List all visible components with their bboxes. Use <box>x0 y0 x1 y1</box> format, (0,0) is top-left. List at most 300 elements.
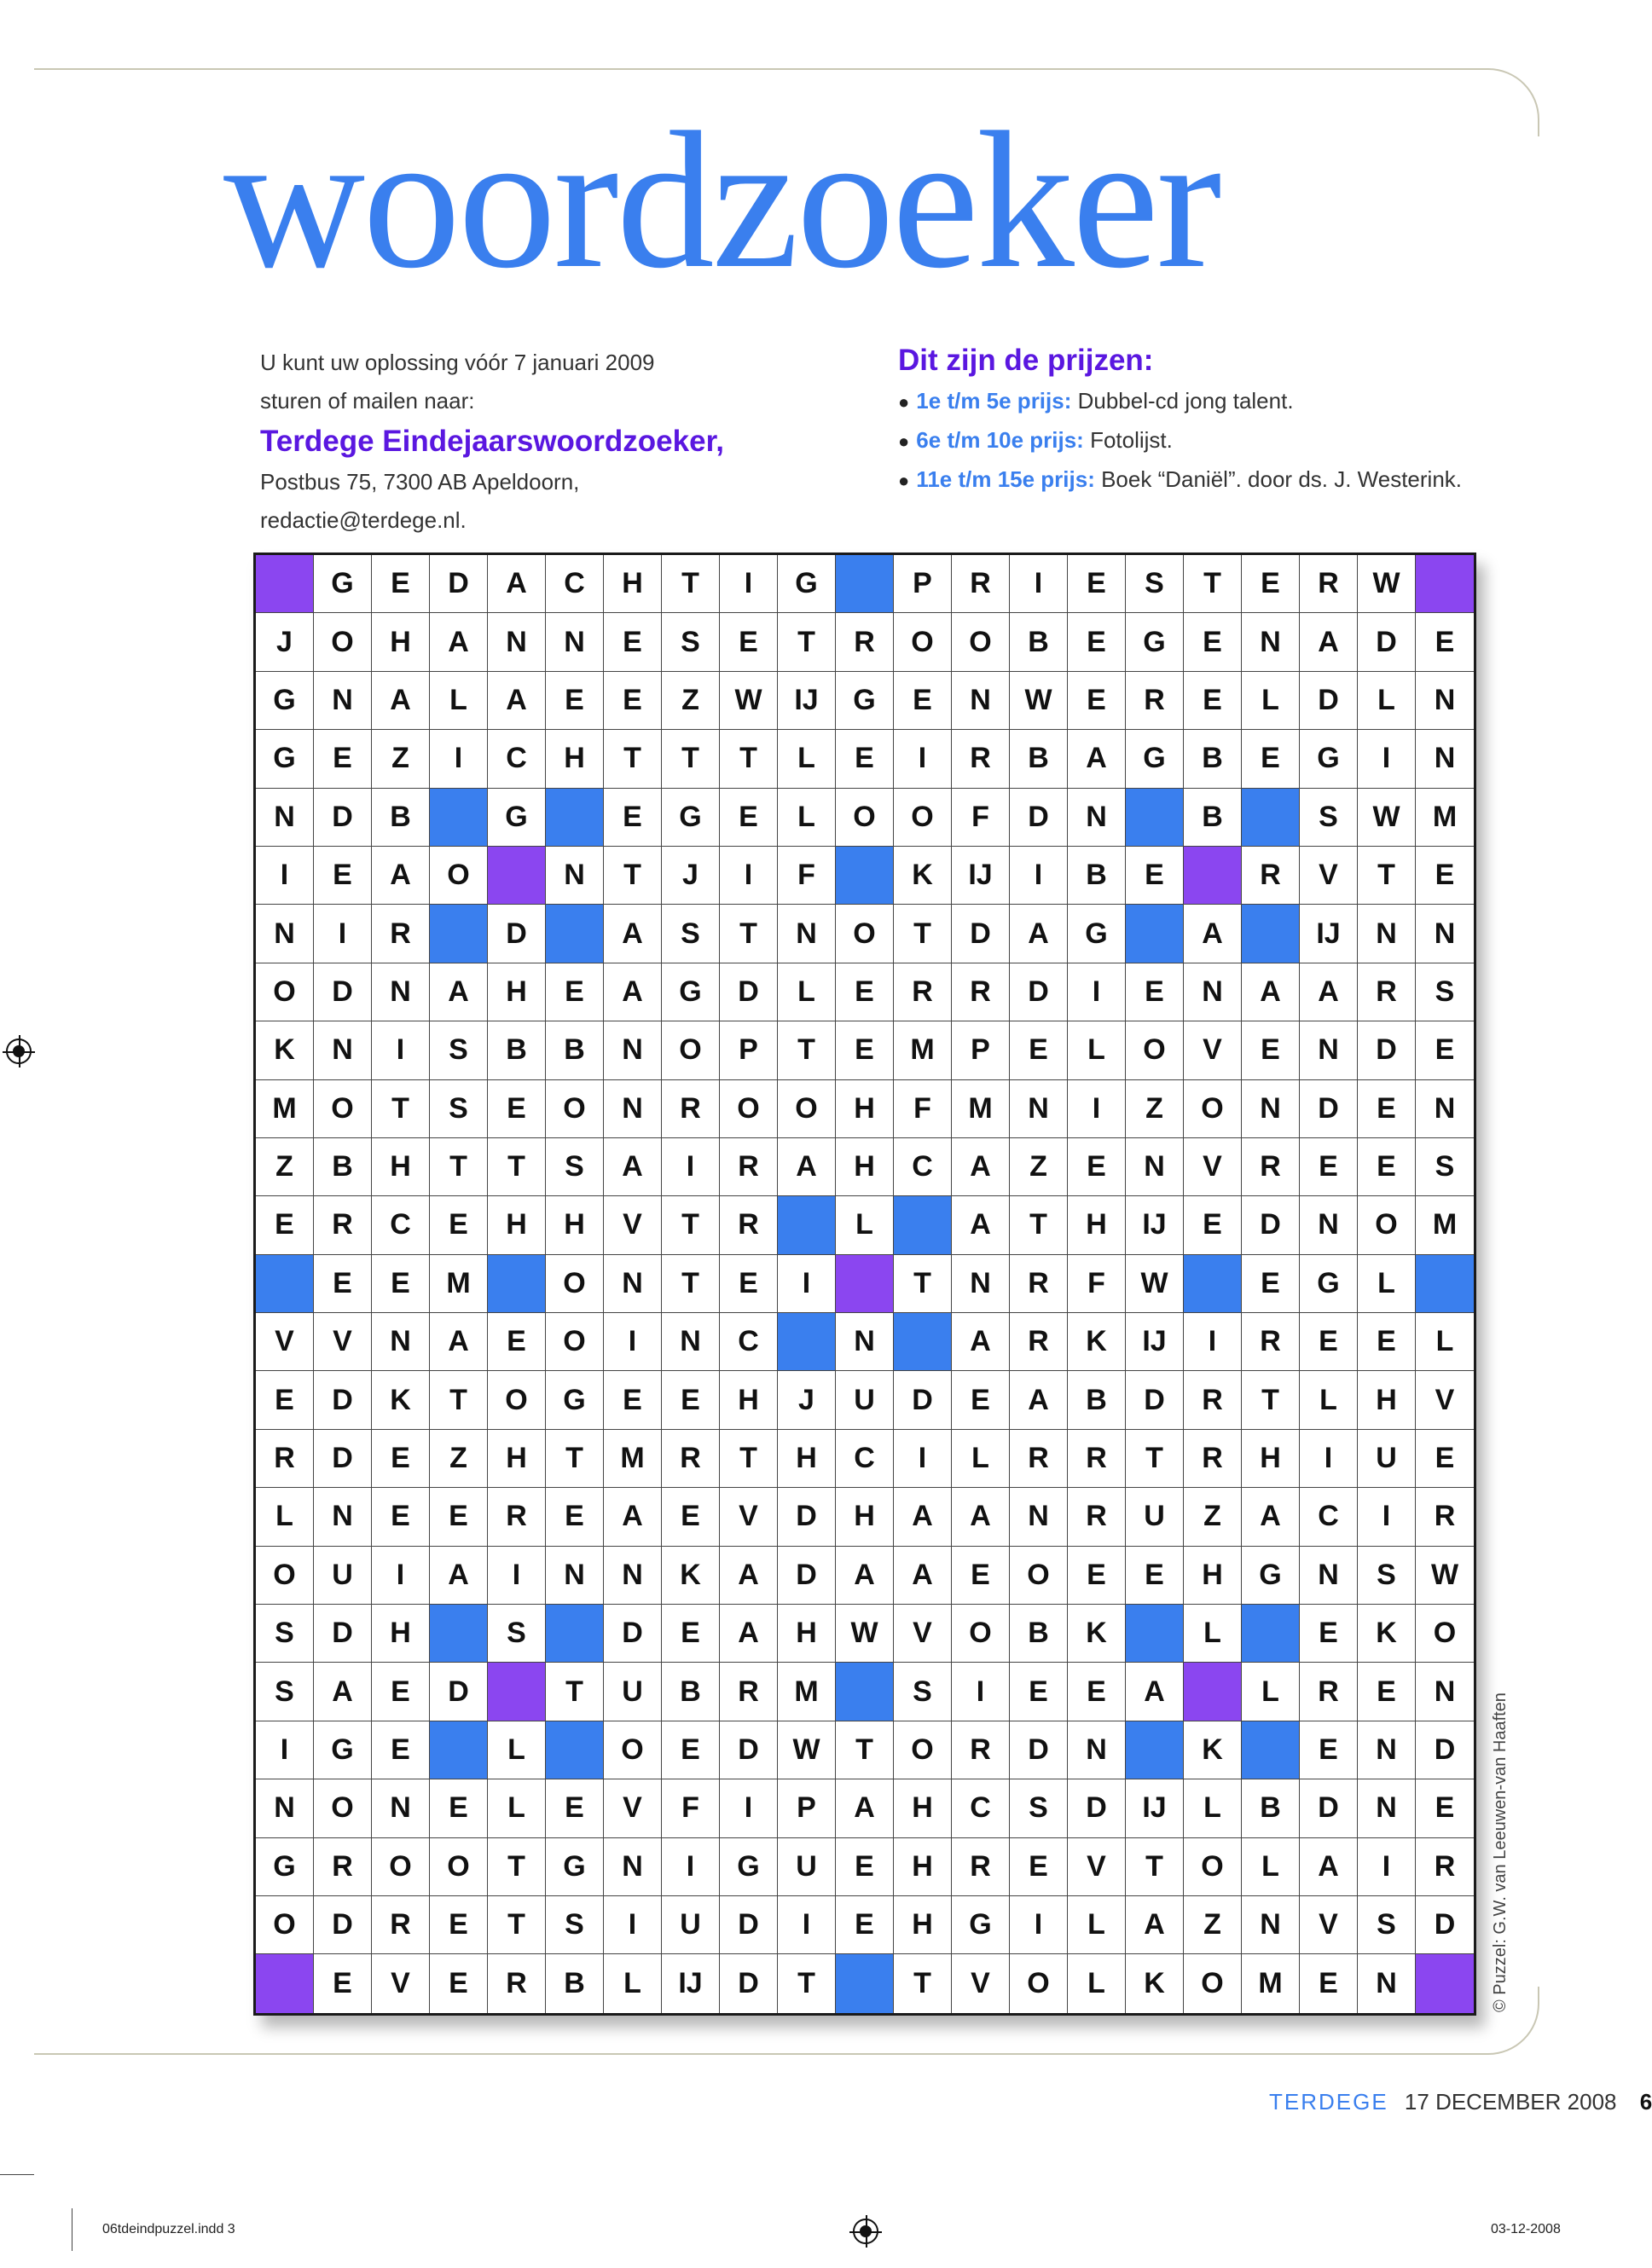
letter-cell: T <box>372 1080 430 1138</box>
letter-cell: I <box>1358 1488 1416 1546</box>
letter-cell: L <box>1184 1605 1242 1663</box>
letter-cell: D <box>720 1896 778 1954</box>
letter-cell: L <box>1242 672 1300 730</box>
letter-cell: H <box>488 963 546 1021</box>
letter-cell: B <box>372 789 430 847</box>
letter-cell: O <box>836 905 894 963</box>
blue-block-cell <box>546 1721 604 1779</box>
prize-item <box>898 421 1555 460</box>
letter-cell: H <box>1242 1430 1300 1488</box>
letter-cell: N <box>256 789 314 847</box>
blue-block-cell <box>894 1313 952 1371</box>
letter-cell: R <box>1010 1430 1068 1488</box>
letter-cell: R <box>1242 847 1300 905</box>
letter-cell: C <box>372 1196 430 1254</box>
letter-cell: E <box>1010 1838 1068 1896</box>
prize-rank: 6e t/m 10e prijs: <box>916 427 1084 453</box>
letter-cell: A <box>1068 730 1126 788</box>
registration-mark-icon <box>6 1039 32 1064</box>
letter-cell: E <box>372 1430 430 1488</box>
letter-cell: R <box>720 1196 778 1254</box>
blue-block-cell <box>1184 1255 1242 1313</box>
letter-cell: V <box>1184 1138 1242 1196</box>
letter-cell: E <box>1068 672 1126 730</box>
letter-cell: T <box>1358 847 1416 905</box>
letter-cell: V <box>256 1313 314 1371</box>
letter-cell: W <box>1126 1255 1184 1313</box>
letter-cell: U <box>836 1371 894 1429</box>
letter-cell: O <box>1184 1838 1242 1896</box>
submission-line-1: U kunt uw oplossing vóór 7 januari 2009 <box>260 350 655 375</box>
letter-cell: E <box>1416 847 1474 905</box>
letter-cell: D <box>314 1605 372 1663</box>
letter-cell: L <box>836 1196 894 1254</box>
letter-cell: A <box>430 613 488 671</box>
letter-cell: H <box>894 1896 952 1954</box>
letter-cell: D <box>314 963 372 1021</box>
letter-cell: F <box>952 789 1010 847</box>
letter-cell: O <box>1184 1954 1242 2012</box>
letter-cell: D <box>1358 1021 1416 1079</box>
letter-cell: E <box>372 555 430 613</box>
letter-cell: E <box>662 1488 720 1546</box>
letter-cell: R <box>1184 1371 1242 1429</box>
blue-block-cell <box>546 905 604 963</box>
letter-cell: V <box>1300 847 1358 905</box>
letter-cell: G <box>256 730 314 788</box>
letter-cell: S <box>256 1605 314 1663</box>
letter-cell: E <box>430 1196 488 1254</box>
letter-cell: R <box>314 1838 372 1896</box>
letter-cell: E <box>372 1721 430 1779</box>
letter-cell: I <box>778 1896 836 1954</box>
letter-cell: A <box>836 1779 894 1837</box>
letter-cell: L <box>1068 1954 1126 2012</box>
letter-cell: E <box>662 1721 720 1779</box>
letter-cell: C <box>488 730 546 788</box>
letter-cell: N <box>546 847 604 905</box>
letter-cell: N <box>604 1021 662 1079</box>
letter-cell: N <box>1010 1080 1068 1138</box>
letter-cell: A <box>836 1547 894 1605</box>
letter-cell: L <box>1358 1255 1416 1313</box>
letter-cell: H <box>894 1779 952 1837</box>
letter-cell: A <box>1300 613 1358 671</box>
letter-cell: M <box>952 1080 1010 1138</box>
letter-cell: O <box>952 1605 1010 1663</box>
letter-cell: A <box>430 963 488 1021</box>
letter-cell: G <box>662 789 720 847</box>
letter-cell: I <box>662 1138 720 1196</box>
letter-cell: B <box>1184 789 1242 847</box>
letter-cell: O <box>894 613 952 671</box>
letter-cell: K <box>662 1547 720 1605</box>
letter-cell: H <box>894 1838 952 1896</box>
letter-cell: I <box>720 1779 778 1837</box>
letter-cell: G <box>1242 1547 1300 1605</box>
letter-cell: N <box>604 1255 662 1313</box>
letter-cell: A <box>1010 1371 1068 1429</box>
letter-cell: E <box>1416 1779 1474 1837</box>
letter-cell: D <box>894 1371 952 1429</box>
letter-cell: L <box>488 1779 546 1837</box>
footer-brand: TERDEGE <box>1269 2089 1388 2115</box>
letter-cell: C <box>894 1138 952 1196</box>
letter-cell: A <box>952 1313 1010 1371</box>
letter-cell: N <box>604 1838 662 1896</box>
letter-cell: B <box>662 1663 720 1721</box>
letter-cell: J <box>256 613 314 671</box>
letter-cell: N <box>1242 1896 1300 1954</box>
letter-cell: A <box>604 1488 662 1546</box>
letter-cell: R <box>720 1663 778 1721</box>
blue-block-cell <box>1242 905 1300 963</box>
letter-cell: I <box>604 1896 662 1954</box>
letter-cell: A <box>604 963 662 1021</box>
letter-cell: N <box>372 963 430 1021</box>
letter-cell: H <box>372 1605 430 1663</box>
letter-cell: L <box>1184 1779 1242 1837</box>
slug-filename: 06tdeindpuzzel.indd 3 <box>102 2222 235 2236</box>
letter-cell: S <box>1416 1138 1474 1196</box>
letter-cell: I <box>1184 1313 1242 1371</box>
letter-cell: H <box>836 1488 894 1546</box>
letter-cell: U <box>604 1663 662 1721</box>
purple-block-cell <box>488 1663 546 1721</box>
letter-cell: E <box>720 613 778 671</box>
letter-cell: O <box>256 1547 314 1605</box>
letter-cell: I <box>894 1430 952 1488</box>
letter-cell: N <box>256 1779 314 1837</box>
letter-cell: E <box>952 1371 1010 1429</box>
letter-cell: E <box>430 1488 488 1546</box>
letter-cell: O <box>488 1371 546 1429</box>
letter-cell: I <box>778 1255 836 1313</box>
letter-cell: T <box>662 555 720 613</box>
letter-cell: M <box>256 1080 314 1138</box>
letter-cell: D <box>1242 1196 1300 1254</box>
letter-cell: H <box>778 1430 836 1488</box>
letter-cell: A <box>1126 1896 1184 1954</box>
letter-cell: E <box>836 1021 894 1079</box>
letter-cell: T <box>836 1721 894 1779</box>
submission-heading: Terdege Eindejaarswoordzoeker, <box>260 425 724 458</box>
letter-cell: A <box>604 905 662 963</box>
letter-cell: N <box>1068 1721 1126 1779</box>
letter-cell: A <box>430 1313 488 1371</box>
letter-cell: A <box>1126 1663 1184 1721</box>
letter-cell: G <box>546 1371 604 1429</box>
letter-cell: N <box>1416 730 1474 788</box>
letter-cell: R <box>952 963 1010 1021</box>
letter-cell: C <box>952 1779 1010 1837</box>
letter-cell: V <box>1300 1896 1358 1954</box>
letter-cell: E <box>1068 1663 1126 1721</box>
letter-cell: N <box>314 1021 372 1079</box>
letter-cell: L <box>778 730 836 788</box>
letter-cell: T <box>720 1430 778 1488</box>
prize-rank: 1e t/m 5e prijs: <box>916 388 1072 414</box>
blue-block-cell <box>894 1196 952 1254</box>
letter-cell: O <box>1184 1080 1242 1138</box>
letter-cell: A <box>1242 963 1300 1021</box>
letter-cell: V <box>720 1488 778 1546</box>
letter-cell: T <box>604 730 662 788</box>
letter-cell: R <box>1068 1430 1126 1488</box>
letter-cell: G <box>314 1721 372 1779</box>
letter-cell: N <box>1242 613 1300 671</box>
letter-cell: A <box>778 1138 836 1196</box>
letter-cell: D <box>314 1371 372 1429</box>
letter-cell: C <box>1300 1488 1358 1546</box>
letter-cell: N <box>1126 1138 1184 1196</box>
letter-cell: E <box>1184 613 1242 671</box>
purple-block-cell <box>836 1255 894 1313</box>
submission-email: redactie@terdege.nl. <box>260 507 467 533</box>
letter-cell: E <box>1184 672 1242 730</box>
letter-cell: B <box>1010 730 1068 788</box>
letter-cell: A <box>1300 963 1358 1021</box>
letter-cell: L <box>1242 1663 1300 1721</box>
letter-cell: G <box>720 1838 778 1896</box>
blue-block-cell <box>1242 1721 1300 1779</box>
letter-cell: E <box>430 1896 488 1954</box>
letter-cell: R <box>1300 555 1358 613</box>
letter-cell: R <box>488 1488 546 1546</box>
letter-cell: O <box>256 963 314 1021</box>
letter-cell: E <box>314 1954 372 2012</box>
letter-cell: R <box>314 1196 372 1254</box>
letter-cell: D <box>1010 789 1068 847</box>
letter-cell: N <box>372 1313 430 1371</box>
letter-cell: D <box>720 963 778 1021</box>
letter-cell: I <box>1358 1838 1416 1896</box>
letter-cell: O <box>836 789 894 847</box>
blue-block-cell <box>836 555 894 613</box>
letter-cell: J <box>662 847 720 905</box>
letter-cell: D <box>1300 1779 1358 1837</box>
letter-cell: T <box>1242 1371 1300 1429</box>
letter-cell: K <box>256 1021 314 1079</box>
letter-cell: E <box>1010 1663 1068 1721</box>
letter-cell: U <box>1358 1430 1416 1488</box>
blue-block-cell <box>546 1605 604 1663</box>
letter-cell: G <box>778 555 836 613</box>
letter-cell: IJ <box>952 847 1010 905</box>
letter-cell: D <box>1010 1721 1068 1779</box>
letter-cell: I <box>372 1021 430 1079</box>
letter-cell: R <box>1242 1313 1300 1371</box>
letter-cell: C <box>720 1313 778 1371</box>
letter-cell: E <box>604 789 662 847</box>
letter-cell: T <box>488 1138 546 1196</box>
letter-cell: W <box>836 1605 894 1663</box>
letter-cell: D <box>1358 613 1416 671</box>
letter-cell: G <box>256 1838 314 1896</box>
letter-cell: L <box>778 789 836 847</box>
letter-cell: IJ <box>778 672 836 730</box>
letter-cell: R <box>1358 963 1416 1021</box>
letter-cell: Z <box>430 1430 488 1488</box>
letter-cell: R <box>720 1138 778 1196</box>
letter-cell: N <box>1184 963 1242 1021</box>
letter-cell: E <box>1416 613 1474 671</box>
letter-cell: E <box>1416 1430 1474 1488</box>
letter-cell: N <box>256 905 314 963</box>
letter-cell: D <box>314 789 372 847</box>
letter-cell: T <box>430 1371 488 1429</box>
bullet-icon: ● <box>898 470 910 491</box>
letter-cell: G <box>662 963 720 1021</box>
letter-cell: N <box>314 1488 372 1546</box>
purple-block-cell <box>1416 1954 1474 2012</box>
letter-cell: T <box>778 613 836 671</box>
letter-cell: B <box>1010 613 1068 671</box>
letter-cell: V <box>1184 1021 1242 1079</box>
letter-cell: Z <box>1010 1138 1068 1196</box>
letter-cell: G <box>1126 613 1184 671</box>
letter-cell: V <box>1416 1371 1474 1429</box>
bullet-icon: ● <box>898 391 910 413</box>
letter-cell: K <box>1126 1954 1184 2012</box>
letter-cell: L <box>256 1488 314 1546</box>
letter-cell: E <box>372 1255 430 1313</box>
letter-cell: V <box>604 1196 662 1254</box>
letter-cell: E <box>662 1371 720 1429</box>
letter-cell: A <box>1010 905 1068 963</box>
letter-cell: O <box>604 1721 662 1779</box>
letter-cell: E <box>604 1371 662 1429</box>
letter-cell: E <box>1358 1080 1416 1138</box>
letter-cell: E <box>256 1371 314 1429</box>
letter-cell: S <box>546 1138 604 1196</box>
letter-cell: N <box>1358 1779 1416 1837</box>
letter-cell: O <box>314 613 372 671</box>
letter-cell: E <box>546 963 604 1021</box>
prize-rank: 11e t/m 15e prijs: <box>916 466 1095 492</box>
letter-cell: R <box>1416 1838 1474 1896</box>
letter-cell: E <box>1358 1138 1416 1196</box>
prize-description: Dubbel-cd jong talent. <box>1077 388 1294 414</box>
letter-cell: Z <box>662 672 720 730</box>
bullet-icon: ● <box>898 431 910 452</box>
letter-cell: N <box>836 1313 894 1371</box>
blue-block-cell <box>836 1954 894 2012</box>
letter-cell: O <box>1010 1547 1068 1605</box>
letter-cell: H <box>778 1605 836 1663</box>
blue-block-cell <box>1416 1255 1474 1313</box>
letter-cell: A <box>372 847 430 905</box>
letter-cell: D <box>720 1721 778 1779</box>
letter-cell: E <box>372 1488 430 1546</box>
letter-cell: A <box>720 1605 778 1663</box>
letter-cell: G <box>836 672 894 730</box>
letter-cell: E <box>720 1255 778 1313</box>
letter-cell: S <box>430 1080 488 1138</box>
purple-block-cell <box>488 847 546 905</box>
letter-cell: E <box>1068 1138 1126 1196</box>
letter-cell: A <box>952 1488 1010 1546</box>
letter-cell: H <box>1184 1547 1242 1605</box>
letter-cell: H <box>836 1080 894 1138</box>
submission-info <box>260 344 874 540</box>
letter-cell: F <box>894 1080 952 1138</box>
letter-cell: P <box>952 1021 1010 1079</box>
letter-cell: E <box>1068 555 1126 613</box>
letter-cell: B <box>546 1954 604 2012</box>
letter-cell: A <box>1242 1488 1300 1546</box>
letter-cell: G <box>256 672 314 730</box>
letter-cell: V <box>952 1954 1010 2012</box>
letter-cell: T <box>778 1021 836 1079</box>
submission-line-2: sturen of mailen naar: <box>260 388 475 414</box>
letter-cell: W <box>1358 789 1416 847</box>
letter-cell: M <box>1416 789 1474 847</box>
letter-cell: N <box>1300 1021 1358 1079</box>
letter-cell: E <box>836 1838 894 1896</box>
letter-cell: Z <box>1184 1488 1242 1546</box>
letter-cell: E <box>952 1547 1010 1605</box>
purple-block-cell <box>1416 555 1474 613</box>
letter-cell: E <box>1242 555 1300 613</box>
page-title: woordzoeker <box>223 91 1220 309</box>
letter-cell: G <box>488 789 546 847</box>
letter-cell: O <box>952 613 1010 671</box>
letter-cell: E <box>1300 1721 1358 1779</box>
letter-cell: N <box>1416 905 1474 963</box>
letter-cell: IJ <box>1126 1779 1184 1837</box>
letter-cell: R <box>952 730 1010 788</box>
puzzle-credit: © Puzzel: G.W. van Leeuwen-van Haaften <box>1491 1692 1510 2012</box>
letter-cell: G <box>952 1896 1010 1954</box>
letter-cell: D <box>1010 963 1068 1021</box>
letter-cell: O <box>546 1255 604 1313</box>
blue-block-cell <box>488 1255 546 1313</box>
letter-cell: N <box>1416 672 1474 730</box>
letter-cell: IJ <box>1126 1313 1184 1371</box>
letter-cell: N <box>1358 1721 1416 1779</box>
blue-block-cell <box>1126 789 1184 847</box>
letter-cell: N <box>546 613 604 671</box>
letter-cell: O <box>1010 1954 1068 2012</box>
letter-cell: W <box>1416 1547 1474 1605</box>
blue-block-cell <box>1242 789 1300 847</box>
letter-cell: D <box>720 1954 778 2012</box>
letter-cell: S <box>430 1021 488 1079</box>
letter-cell: N <box>1300 1547 1358 1605</box>
letter-cell: L <box>952 1430 1010 1488</box>
letter-cell: K <box>1068 1313 1126 1371</box>
letter-cell: B <box>488 1021 546 1079</box>
letter-cell: N <box>1068 789 1126 847</box>
letter-cell: N <box>1416 1663 1474 1721</box>
letter-cell: E <box>604 672 662 730</box>
letter-cell: S <box>1126 555 1184 613</box>
page-footer <box>1269 2089 1652 2115</box>
letter-cell: R <box>1242 1138 1300 1196</box>
letter-cell: T <box>1010 1196 1068 1254</box>
letter-cell: H <box>604 555 662 613</box>
letter-cell: E <box>1068 1547 1126 1605</box>
letter-cell: N <box>1010 1488 1068 1546</box>
letter-cell: E <box>314 730 372 788</box>
letter-cell: A <box>488 555 546 613</box>
letter-cell: N <box>488 613 546 671</box>
letter-cell: E <box>1184 1196 1242 1254</box>
letter-cell: Z <box>256 1138 314 1196</box>
letter-cell: K <box>1184 1721 1242 1779</box>
letter-cell: S <box>662 613 720 671</box>
